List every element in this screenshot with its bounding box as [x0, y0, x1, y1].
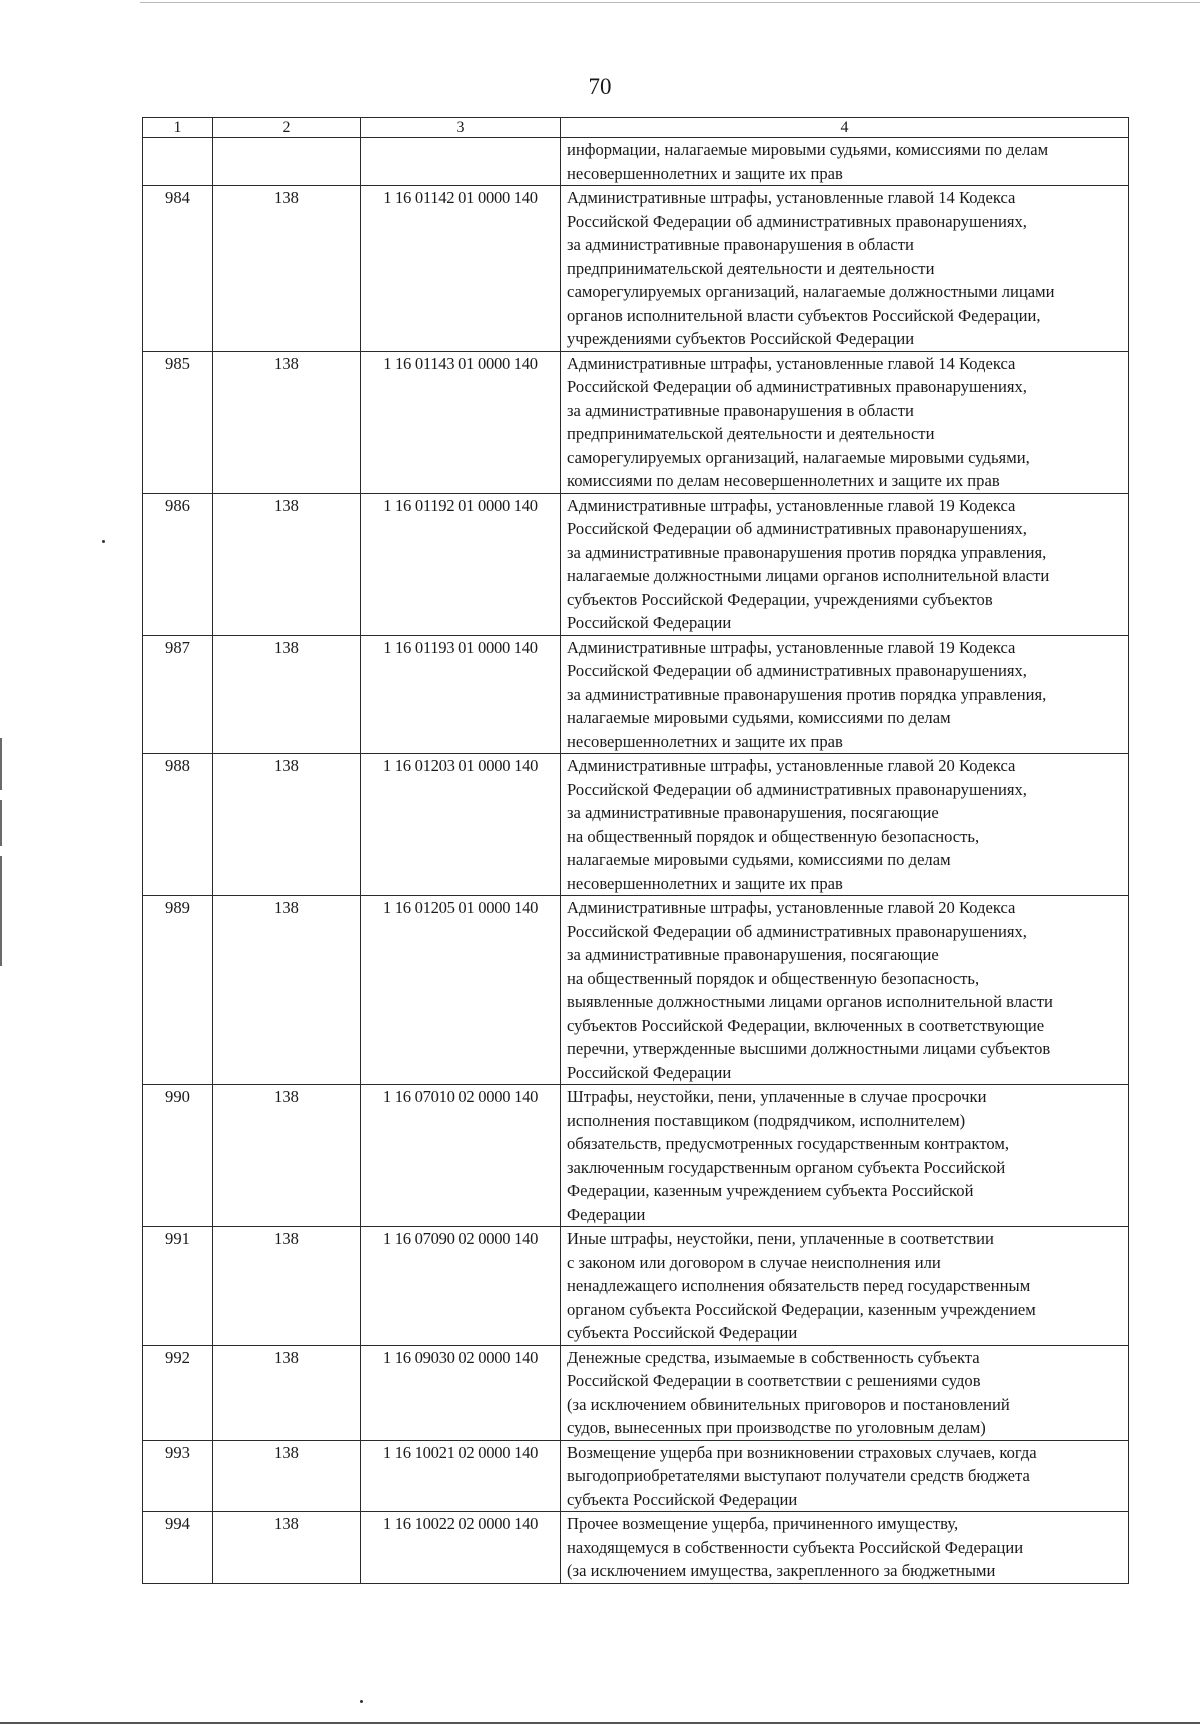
description-line: субъекта Российской Федерации: [567, 1489, 798, 1509]
chapter-code: [213, 138, 361, 186]
table-row: [143, 896, 1129, 1085]
income-description: [561, 896, 1129, 1085]
description-line: с законом или договором в случае неисполнения или: [567, 1252, 941, 1272]
description-line: субъектов Российской Федерации, включенных в соответствующие: [567, 1015, 1045, 1035]
row-number: 984: [143, 186, 213, 352]
description-line: Административные штрафы, установленные главой 14 Кодекса: [567, 353, 1016, 373]
table-row: [143, 1227, 1129, 1346]
budget-classification-code: 1 16 01142 01 0000 140: [361, 186, 561, 352]
budget-classification-code: 1 16 01143 01 0000 140: [361, 351, 561, 493]
description-line: Административные штрафы, установленные главой 20 Кодекса: [567, 898, 1016, 917]
description-line: (за исключением обвинительных приговоров и постановлений: [567, 1394, 1010, 1414]
description-line: налагаемые должностными лицами органов исполнительной власти: [567, 566, 1050, 585]
table-row: [143, 1440, 1129, 1512]
scan-speck: [102, 540, 105, 543]
chapter-code: 138: [213, 1227, 361, 1346]
table-row: [143, 1085, 1129, 1227]
row-number: 992: [143, 1345, 213, 1440]
budget-classification-code: 1 16 01193 01 0000 140: [361, 635, 561, 754]
table-row: [143, 351, 1129, 493]
scan-edge-mark: [0, 800, 2, 846]
table-row: [143, 186, 1129, 352]
description-line: предпринимательской деятельности и деятельности: [567, 424, 935, 443]
description-line: предпринимательской деятельности и деятельности: [567, 258, 935, 278]
row-number: 990: [143, 1085, 213, 1227]
income-description: [561, 1440, 1129, 1512]
income-description: [561, 1345, 1129, 1440]
column-header-3: 3: [361, 118, 561, 138]
budget-classification-code: 1 16 10022 02 0000 140: [361, 1512, 561, 1584]
description-line: Денежные средства, изымаемые в собственность субъекта: [567, 1347, 980, 1367]
description-line: на общественный порядок и общественную безопасность,: [567, 968, 980, 988]
description-line: учреждениями субъектов Российской Федерации: [567, 329, 915, 348]
chapter-code: 138: [213, 635, 361, 754]
row-number: [143, 138, 213, 186]
description-line: налагаемые мировыми судьями, комиссиями по делам: [567, 850, 951, 869]
description-line: Российской Федерации в соответствии с решениями судов: [567, 1371, 981, 1390]
description-line: несовершеннолетних и защите их прав: [567, 163, 843, 183]
table-row: [143, 1345, 1129, 1440]
chapter-code: 138: [213, 1345, 361, 1440]
table-row: [143, 754, 1129, 896]
description-line: выгодоприобретателями выступают получатели средств бюджета: [567, 1466, 1030, 1485]
description-line: Российской Федерации об административных правонарушениях,: [567, 211, 1027, 231]
income-description: [561, 351, 1129, 493]
description-line: органов исполнительной власти субъектов Российской Федерации,: [567, 305, 1041, 325]
description-line: Российской Федерации: [567, 1062, 732, 1082]
budget-classification-code: [361, 138, 561, 186]
table-row: [143, 493, 1129, 635]
scan-speck: [360, 1700, 363, 1703]
budget-classification-code: 1 16 10021 02 0000 140: [361, 1440, 561, 1512]
chapter-code: 138: [213, 1440, 361, 1512]
description-line: несовершеннолетних и защите их прав: [567, 873, 843, 893]
description-line: Федерации: [567, 1204, 646, 1224]
page-number: 70: [588, 74, 612, 99]
description-line: за административные правонарушения против порядка управления,: [567, 684, 1047, 704]
income-description: [561, 493, 1129, 635]
description-line: судов, вынесенных при производстве по уголовным делам): [567, 1418, 986, 1437]
description-line: заключенным государственным органом субъекта Российской: [567, 1157, 1006, 1177]
income-description: [561, 1085, 1129, 1227]
description-line: саморегулируемых организаций, налагаемые должностными лицами: [567, 282, 1055, 301]
description-line: Федерации, казенным учреждением субъекта Российской: [567, 1181, 974, 1200]
row-number: 987: [143, 635, 213, 754]
description-line: находящемуся в собственности субъекта Российской Федерации: [567, 1537, 1024, 1557]
row-number: 993: [143, 1440, 213, 1512]
description-line: Российской Федерации: [567, 613, 732, 632]
income-description: [561, 754, 1129, 896]
row-number: 991: [143, 1227, 213, 1346]
description-line: органом субъекта Российской Федерации, казенным учреждением: [567, 1299, 1036, 1319]
description-line: на общественный порядок и общественную безопасность,: [567, 826, 980, 846]
scan-edge-mark: [0, 738, 2, 790]
description-line: исполнения поставщиком (подрядчиком, исполнителем): [567, 1110, 966, 1130]
chapter-code: 138: [213, 1085, 361, 1227]
description-line: налагаемые мировыми судьями, комиссиями по делам: [567, 708, 951, 727]
description-line: Иные штрафы, неустойки, пени, уплаченные в соответствии: [567, 1229, 994, 1248]
chapter-code: 138: [213, 754, 361, 896]
description-line: ненадлежащего исполнения обязательств перед государственным: [567, 1276, 1031, 1295]
income-description: [561, 1227, 1129, 1346]
description-line: Возмещение ущерба при возникновении страховых случаев, когда: [567, 1442, 1037, 1462]
description-line: за административные правонарушения, посягающие: [567, 945, 939, 964]
description-line: за административные правонарушения, посягающие: [567, 803, 939, 822]
description-line: за административные правонарушения в области: [567, 400, 914, 420]
table-row: [143, 138, 1129, 186]
budget-classification-code: 1 16 01203 01 0000 140: [361, 754, 561, 896]
description-line: Российской Федерации об административных правонарушениях,: [567, 519, 1027, 538]
table-row: [143, 635, 1129, 754]
chapter-code: 138: [213, 351, 361, 493]
column-header-4: 4: [561, 118, 1129, 138]
income-description: [561, 186, 1129, 352]
description-line: (за исключением имущества, закрепленного за бюджетными: [567, 1561, 996, 1580]
description-line: выявленные должностными лицами органов исполнительной власти: [567, 992, 1053, 1011]
description-line: комиссиями по делам несовершеннолетних и защите их прав: [567, 471, 1000, 490]
income-description: [561, 635, 1129, 754]
row-number: 985: [143, 351, 213, 493]
description-line: Штрафы, неустойки, пени, уплаченные в случае просрочки: [567, 1087, 987, 1106]
budget-classification-code: 1 16 07010 02 0000 140: [361, 1085, 561, 1227]
description-line: Административные штрафы, установленные главой 14 Кодекса: [567, 188, 1016, 207]
budget-classification-code: 1 16 01192 01 0000 140: [361, 493, 561, 635]
description-line: Прочее возмещение ущерба, причиненного имуществу,: [567, 1514, 959, 1533]
description-line: Российской Федерации об административных правонарушениях,: [567, 377, 1027, 396]
row-number: 986: [143, 493, 213, 635]
budget-classification-code: 1 16 01205 01 0000 140: [361, 896, 561, 1085]
row-number: 994: [143, 1512, 213, 1584]
description-line: Административные штрафы, установленные главой 20 Кодекса: [567, 756, 1016, 775]
description-line: информации, налагаемые мировыми судьями, комиссиями по делам: [567, 140, 1049, 159]
description-line: перечни, утвержденные высшими должностными лицами субъектов: [567, 1039, 1051, 1058]
chapter-code: 138: [213, 186, 361, 352]
column-header-1: 1: [143, 118, 213, 138]
chapter-code: 138: [213, 493, 361, 635]
income-description: [561, 138, 1129, 186]
scan-edge-top: [140, 2, 1200, 3]
chapter-code: 138: [213, 1512, 361, 1584]
description-line: саморегулируемых организаций, налагаемые мировыми судьями,: [567, 447, 1030, 467]
scan-edge-bottom: [0, 1722, 1200, 1724]
description-line: субъекта Российской Федерации: [567, 1323, 798, 1342]
table-row: [143, 1512, 1129, 1584]
row-number: 989: [143, 896, 213, 1085]
budget-classification-code: 1 16 09030 02 0000 140: [361, 1345, 561, 1440]
chapter-code: 138: [213, 896, 361, 1085]
description-line: за административные правонарушения в области: [567, 235, 914, 254]
description-line: субъектов Российской Федерации, учреждениями субъектов: [567, 589, 993, 609]
table-body: [143, 118, 1129, 1584]
description-line: Российской Федерации об административных правонарушениях,: [567, 661, 1027, 680]
description-line: обязательств, предусмотренных государственным контрактом,: [567, 1134, 1010, 1153]
description-line: Российской Федерации об административных правонарушениях,: [567, 779, 1027, 799]
description-line: Российской Федерации об административных правонарушениях,: [567, 921, 1027, 941]
row-number: 988: [143, 754, 213, 896]
income-description: [561, 1512, 1129, 1584]
description-line: Административные штрафы, установленные главой 19 Кодекса: [567, 637, 1016, 657]
budget-classification-code: 1 16 07090 02 0000 140: [361, 1227, 561, 1346]
description-line: несовершеннолетних и защите их прав: [567, 731, 843, 751]
description-line: за административные правонарушения против порядка управления,: [567, 542, 1047, 562]
column-header-2: 2: [213, 118, 361, 138]
table-header-row: [143, 118, 1129, 138]
scan-edge-mark: [0, 856, 2, 966]
description-line: Административные штрафы, установленные главой 19 Кодекса: [567, 495, 1016, 515]
income-codes-table: [142, 117, 1129, 1584]
